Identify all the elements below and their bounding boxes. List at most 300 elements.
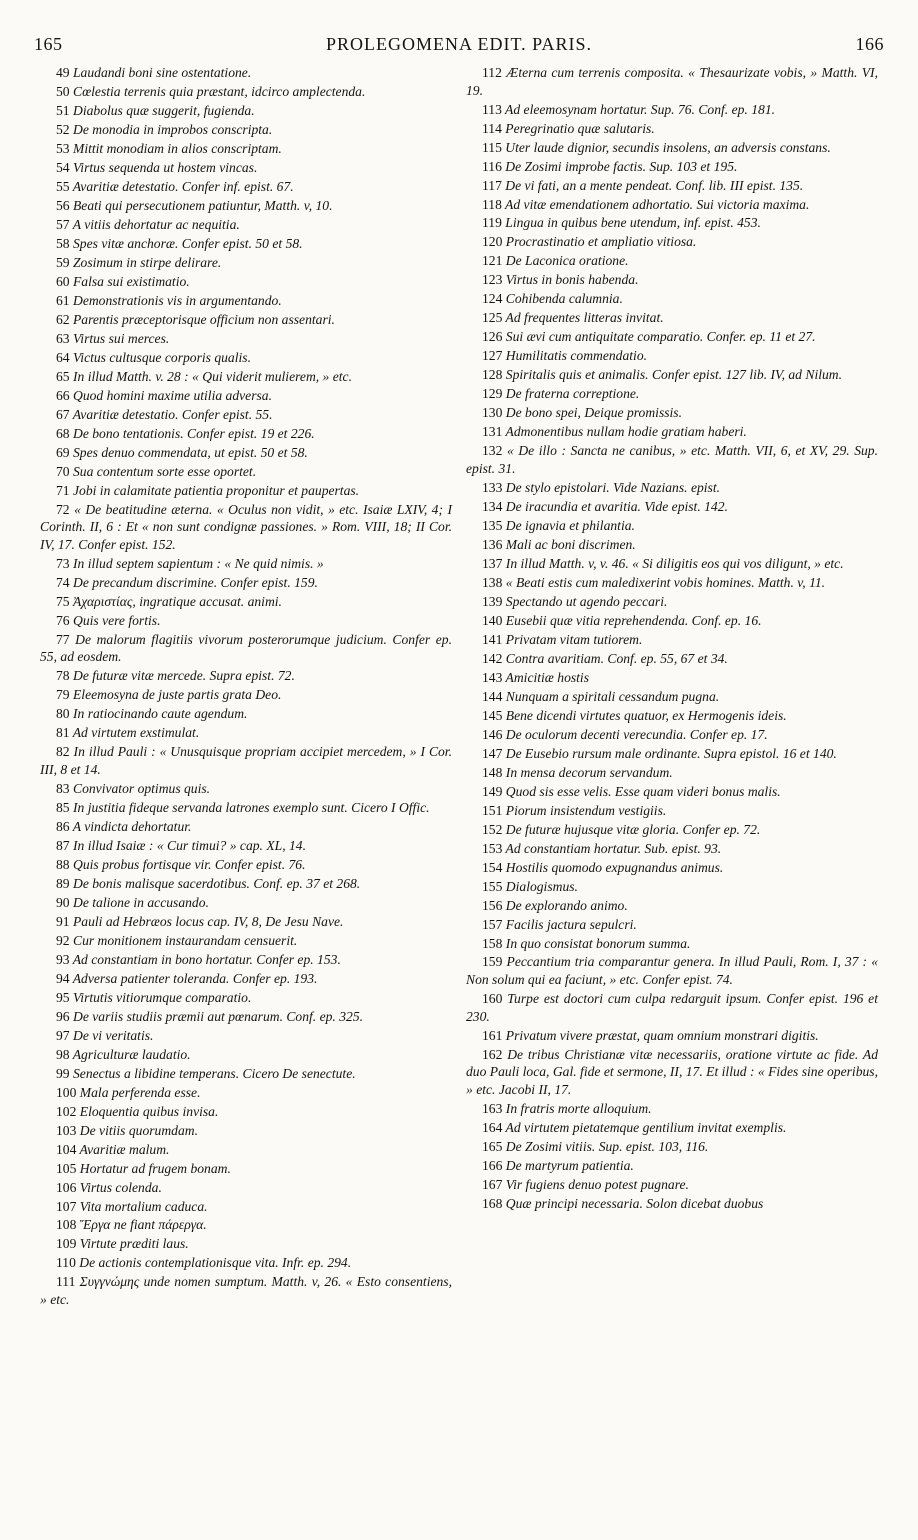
index-entry: [40, 444, 452, 462]
entry-number: 88: [56, 856, 70, 872]
entry-number: 140: [482, 612, 503, 628]
entry-number: 167: [482, 1176, 503, 1192]
index-entry: [40, 1216, 452, 1234]
index-entry: [466, 916, 878, 934]
entry-text: Ad constantiam hortatur. Sub. epist. 93.: [505, 840, 722, 856]
entry-number: 85: [56, 799, 70, 815]
index-entry: [466, 593, 878, 611]
index-entry: [40, 349, 452, 367]
index-entry: [40, 989, 452, 1007]
index-entry: [466, 1027, 878, 1045]
entry-number: 132: [482, 443, 503, 459]
index-entry: [466, 366, 878, 384]
entry-text: Ἀχαριστίας, ingratique accusat. animi.: [73, 593, 282, 609]
index-entry: [40, 425, 452, 443]
entry-text: Ad frequentes litteras invitat.: [505, 310, 664, 326]
index-entry: [40, 1160, 452, 1178]
index-entry: [466, 555, 878, 573]
index-entry: [466, 935, 878, 953]
entry-number: 99: [56, 1065, 70, 1081]
entry-number: 127: [482, 348, 503, 364]
entry-number: 56: [56, 197, 70, 213]
entry-number: 125: [482, 310, 503, 326]
index-entry: [40, 856, 452, 874]
entry-number: 78: [56, 668, 70, 684]
index-entry: [466, 859, 878, 877]
entry-number: 74: [56, 574, 70, 590]
entry-number: 131: [482, 424, 503, 440]
index-entry: [466, 612, 878, 630]
entry-text: Eleemosyna de juste partis grata Deo.: [73, 687, 282, 703]
entry-number: 111: [56, 1274, 76, 1290]
index-entry: [40, 159, 452, 177]
left-column: [40, 64, 452, 1310]
entry-number: 80: [56, 706, 70, 722]
index-entry: [466, 897, 878, 915]
index-entry: [466, 574, 878, 592]
entry-text: Cur monitionem instaurandam censuerit.: [73, 932, 298, 948]
entry-text: De fraterna correptione.: [505, 386, 640, 402]
index-entry: [466, 290, 878, 308]
entry-number: 63: [56, 330, 70, 346]
entry-number: 112: [482, 65, 502, 80]
entry-text: « De illo : Sancta ne canibus, » etc. Matth. VII, 6, et XV, 29. Sup. epist. 31.: [466, 443, 878, 476]
entry-number: 165: [482, 1138, 503, 1154]
index-entry: [40, 818, 452, 836]
index-entry: [466, 783, 878, 801]
entry-text: In mensa decorum servandum.: [505, 764, 673, 780]
entry-text: Eusebii quæ vitia reprehendenda. Conf. ep. 16.: [505, 612, 762, 628]
entry-number: 162: [482, 1046, 503, 1062]
entry-text: « De beatitudine æterna. « Oculus non vidit, » etc. Isaiæ LXIV, 4; I Corinth. II, 6 : Et « non sunt condignæ passiones. » Rom. VIII, 18; II Cor. IV, 17. Confer epist. 152.: [40, 501, 452, 552]
entry-number: 77: [56, 631, 70, 647]
running-header: [34, 34, 884, 60]
entry-text: Hortatur ad frugem bonam.: [79, 1160, 231, 1176]
entry-text: In illud septem sapientum : « Ne quid nimis. »: [73, 555, 324, 571]
entry-text: De vi veritatis.: [73, 1027, 154, 1043]
entry-text: Hostilis quomodo expugnandus animus.: [505, 859, 724, 875]
index-entry: [466, 139, 878, 157]
index-entry: [466, 1119, 878, 1137]
index-entry: [40, 254, 452, 272]
entry-number: 49: [56, 65, 70, 80]
index-entry: [466, 840, 878, 858]
entry-text: Ad constantiam in bono hortatur. Confer ep. 153.: [72, 951, 341, 967]
index-entry: [466, 745, 878, 763]
entry-number: 70: [56, 463, 70, 479]
index-entry: [40, 837, 452, 855]
entry-text: In ratiocinando caute agendum.: [73, 706, 248, 722]
entry-number: 123: [482, 272, 503, 288]
index-entry: [40, 140, 452, 158]
entry-number: 105: [56, 1160, 77, 1176]
entry-text: Lingua in quibus bene utendum, inf. epist. 453.: [505, 215, 761, 231]
entry-text: De stylo epistolari. Vide Nazians. epist.: [505, 479, 721, 495]
entry-number: 161: [482, 1027, 503, 1043]
entry-number: 158: [482, 935, 503, 951]
entry-number: 55: [56, 178, 70, 194]
entry-number: 117: [482, 177, 502, 193]
index-entry: [40, 368, 452, 386]
entry-text: Humilitatis commendatio.: [505, 348, 648, 364]
entry-number: 144: [482, 688, 503, 704]
index-entry: [40, 780, 452, 798]
entry-text: De bonis malisque sacerdotibus. Conf. ep. 37 et 268.: [73, 875, 361, 891]
entry-text: Quæ principi necessaria. Solon dicebat duobus: [505, 1195, 764, 1211]
entry-text: Quis vere fortis.: [73, 612, 161, 628]
entry-text: Cohibenda calumnia.: [505, 291, 623, 307]
index-entry: [466, 328, 878, 346]
entry-number: 145: [482, 707, 503, 723]
index-entry: [40, 951, 452, 969]
entry-text: Spectando ut agendo peccari.: [505, 593, 668, 609]
entry-text: De iracundia et avaritia. Vide epist. 142.: [505, 498, 728, 514]
entry-text: De tribus Christianæ vitæ necessariis, oratione virtute ac fide. Ad duo Pauli loca, Gal. fide et sermone, II, 17. Et illud : « Fides sine operibus, » etc. Jacobi II, 17.: [466, 1046, 878, 1097]
entry-text: Diabolus quæ suggerit, fugienda.: [73, 102, 255, 118]
entry-number: 118: [482, 196, 502, 212]
entry-number: 76: [56, 612, 70, 628]
entry-text: De variis studiis præmii aut pœnarum. Conf. ep. 325.: [73, 1008, 364, 1024]
index-entry: [40, 463, 452, 481]
entry-number: 115: [482, 139, 502, 155]
entry-text: Sua contentum sorte esse oportet.: [73, 463, 257, 479]
entry-text: In illud Matth. v, v. 46. « Si diligitis eos qui vos diligunt, » etc.: [505, 555, 844, 571]
entry-text: Eloquentia quibus invisa.: [79, 1103, 219, 1119]
entry-text: Mali ac boni discrimen.: [505, 536, 636, 552]
entry-text: Bene dicendi virtutes quatuor, ex Hermogenis ideis.: [505, 707, 787, 723]
index-entry: [466, 726, 878, 744]
entry-text: Nunquam a spiritali cessandum pugna.: [505, 688, 720, 704]
index-entry: [466, 177, 878, 195]
entry-text: Convivator optimus quis.: [73, 780, 211, 796]
entry-number: 108: [56, 1217, 77, 1233]
entry-text: Spiritalis quis et animalis. Confer epist. 127 lib. IV, ad Nilum.: [505, 367, 843, 383]
entry-number: 141: [482, 631, 503, 647]
entry-number: 156: [482, 897, 503, 913]
entry-text: A vindicta dehortatur.: [72, 818, 192, 834]
entry-number: 114: [482, 120, 502, 136]
entry-number: 87: [56, 837, 70, 853]
index-entry: [466, 1100, 878, 1118]
index-entry: [40, 1027, 452, 1045]
index-entry: [466, 990, 878, 1025]
entry-text: De Zosimi improbe factis. Sup. 103 et 195.: [505, 158, 738, 174]
entry-text: In illud Isaiæ : « Cur timui? » cap. XL, 14.: [73, 837, 306, 853]
entry-text: A vitiis dehortatur ac nequitia.: [72, 216, 240, 232]
entry-text: Peregrinatio quæ salutaris.: [505, 120, 655, 136]
entry-text: Virtus sui merces.: [73, 330, 170, 346]
entry-text: Vir fugiens denuo potest pugnare.: [505, 1176, 689, 1192]
entry-number: 72: [56, 501, 70, 517]
entry-text: De bono spei, Deique promissis.: [505, 405, 682, 421]
entry-number: 67: [56, 406, 70, 422]
entry-number: 86: [56, 818, 70, 834]
entry-number: 73: [56, 555, 70, 571]
entry-text: De bono tentationis. Confer epist. 19 et 226.: [73, 425, 315, 441]
entry-text: De malorum flagitiis vivorum posterorumque judicium. Confer ep. 55, ad eosdem.: [40, 631, 452, 665]
entry-number: 155: [482, 878, 503, 894]
right-column: [466, 64, 878, 1214]
entry-number: 104: [56, 1141, 77, 1157]
entry-number: 81: [56, 725, 70, 741]
index-entry: [40, 1122, 452, 1140]
index-entry: [466, 821, 878, 839]
index-entry: [466, 1157, 878, 1175]
entry-number: 113: [482, 101, 502, 117]
entry-number: 64: [56, 349, 70, 365]
entry-number: 135: [482, 517, 503, 533]
entry-number: 143: [482, 669, 503, 685]
entry-number: 58: [56, 235, 70, 251]
entry-text: In justitia fideque servanda latrones exemplo sunt. Cicero I Offic.: [73, 799, 430, 815]
entry-text: De precandum discrimine. Confer epist. 159.: [73, 574, 318, 590]
entry-number: 159: [482, 954, 503, 970]
index-entry: [466, 764, 878, 782]
entry-text: In quo consistat bonorum summa.: [505, 935, 691, 951]
entry-text: Amicitiæ hostis: [505, 669, 590, 685]
entry-number: 75: [56, 593, 70, 609]
entry-number: 103: [56, 1122, 77, 1138]
entry-text: De ignavia et philantia.: [505, 517, 635, 533]
entry-number: 121: [482, 253, 503, 269]
entry-number: 110: [56, 1255, 76, 1271]
entry-text: Demonstrationis vis in argumentando.: [73, 292, 282, 308]
index-entry: [466, 214, 878, 232]
index-entry: [466, 423, 878, 441]
entry-text: Uter laude dignior, secundis insolens, an adversis constans.: [505, 139, 831, 155]
entry-number: 153: [482, 840, 503, 856]
index-entry: [466, 385, 878, 403]
index-entry: [466, 404, 878, 422]
index-entry: [40, 482, 452, 500]
entry-number: 139: [482, 593, 503, 609]
entry-text: Agriculturæ laudatio.: [72, 1046, 191, 1062]
page-number-right: 166: [855, 34, 884, 54]
index-entry: [466, 233, 878, 251]
entry-number: 107: [56, 1198, 77, 1214]
index-entry: [40, 235, 452, 253]
entry-text: Ad vitæ emendationem adhortatio. Sui victoria maxima.: [505, 196, 810, 212]
index-entry: [466, 669, 878, 687]
entry-number: 129: [482, 386, 503, 402]
index-entry: [40, 894, 452, 912]
entry-text: Virtus colenda.: [79, 1179, 162, 1195]
index-entry: [466, 802, 878, 820]
index-entry: [40, 197, 452, 215]
entry-text: Æterna cum terrenis composita. « Thesaurizate vobis, » Matth. VI, 19.: [466, 65, 878, 98]
index-entry: [40, 406, 452, 424]
entry-number: 151: [482, 802, 503, 818]
index-entry: [40, 330, 452, 348]
entry-text: De vi fati, an a mente pendeat. Conf. lib. III epist. 135.: [505, 177, 804, 193]
entry-number: 116: [482, 158, 502, 174]
entry-text: Facilis jactura sepulcri.: [505, 916, 637, 932]
entry-text: Piorum insistendum vestigiis.: [505, 802, 667, 818]
index-entry: [40, 667, 452, 685]
entry-number: 148: [482, 764, 503, 780]
index-entry: [40, 387, 452, 405]
index-entry: [466, 878, 878, 896]
entry-number: 57: [56, 216, 70, 232]
entry-number: 124: [482, 291, 503, 307]
index-entry: [40, 724, 452, 742]
entry-text: Quis probus fortisque vir. Confer epist. 76.: [73, 856, 306, 872]
entry-number: 164: [482, 1119, 503, 1135]
index-entry: [40, 83, 452, 101]
entry-text: Laudandi boni sine ostentatione.: [73, 65, 252, 80]
entry-text: Turpe est doctori cum culpa redarguit ipsum. Confer epist. 196 et 230.: [466, 991, 878, 1024]
index-entry: [40, 1235, 452, 1253]
entry-text: De Eusebio rursum male ordinante. Supra epistol. 16 et 140.: [505, 745, 837, 761]
entry-number: 146: [482, 726, 503, 742]
entry-number: 100: [56, 1084, 77, 1100]
entry-number: 142: [482, 650, 503, 666]
index-entry: [40, 1008, 452, 1026]
entry-number: 128: [482, 367, 503, 383]
entry-number: 133: [482, 479, 503, 495]
entry-number: 51: [56, 102, 70, 118]
entry-text: In illud Matth. v. 28 : « Qui viderit mulierem, » etc.: [73, 368, 352, 384]
entry-text: Parentis præceptorisque officium non assentari.: [73, 311, 335, 327]
entry-text: Virtutis vitiorumque comparatio.: [73, 989, 252, 1005]
entry-number: 89: [56, 875, 70, 891]
entry-number: 52: [56, 121, 70, 137]
entry-number: 98: [56, 1046, 70, 1062]
index-entry: [40, 292, 452, 310]
entry-text: Mittit monodiam in alios conscriptam.: [73, 140, 282, 156]
index-entry: [466, 1046, 878, 1099]
entry-number: 152: [482, 821, 503, 837]
index-entry: [40, 799, 452, 817]
index-entry: [40, 102, 452, 120]
index-entry: [40, 1084, 452, 1102]
index-entry: [40, 913, 452, 931]
entry-number: 59: [56, 254, 70, 270]
entry-text: Jobi in calamitate patientia proponitur et paupertas.: [73, 482, 360, 498]
index-entry: [40, 1046, 452, 1064]
running-title: PROLEGOMENA EDIT. PARIS.: [325, 34, 593, 54]
entry-number: 154: [482, 859, 503, 875]
index-entry: [40, 743, 452, 778]
entry-text: Ad eleemosynam hortatur. Sup. 76. Conf. ep. 181.: [505, 101, 776, 117]
entry-number: 95: [56, 989, 70, 1005]
index-entry: [40, 875, 452, 893]
entry-text: Ad virtutem exstimulat.: [72, 725, 200, 741]
entry-number: 106: [56, 1179, 77, 1195]
index-entry: [466, 1195, 878, 1213]
index-entry: [40, 686, 452, 704]
entry-text: Cœlestia terrenis quia præstant, idcirco amplectenda.: [73, 83, 366, 99]
entry-number: 94: [56, 970, 70, 986]
index-entry: [466, 479, 878, 497]
entry-number: 96: [56, 1008, 70, 1024]
entry-text: Procrastinatio et ampliatio vitiosa.: [505, 234, 697, 250]
entry-text: Privatam vitam tutiorem.: [505, 631, 643, 647]
entry-number: 50: [56, 83, 70, 99]
entry-text: Peccantium tria comparantur genera. In illud Pauli, Rom. I, 37 : « Non solum qui ea faciunt, » etc. Confer epist. 74.: [466, 954, 878, 988]
index-entry: [40, 1254, 452, 1272]
index-entry: [40, 555, 452, 573]
entry-text: Spes denuo commendata, ut epist. 50 et 58.: [73, 444, 308, 460]
entry-number: 62: [56, 311, 70, 327]
index-entry: [466, 688, 878, 706]
index-entry: [40, 705, 452, 723]
entry-number: 147: [482, 745, 503, 761]
entry-text: Falsa sui existimatio.: [73, 273, 190, 289]
entry-text: Virtus sequenda ut hostem vincas.: [73, 159, 258, 175]
entry-text: In illud Pauli : « Unusquisque propriam accipiet mercedem, » I Cor. III, 8 et 14.: [40, 744, 452, 777]
index-entry: [466, 442, 878, 477]
index-entry: [40, 501, 452, 554]
entry-text: Spes vitæ anchoræ. Confer epist. 50 et 58.: [73, 235, 303, 251]
entry-number: 92: [56, 932, 70, 948]
entry-number: 163: [482, 1100, 503, 1116]
index-entry: [40, 612, 452, 630]
entry-number: 65: [56, 368, 70, 384]
entry-number: 54: [56, 159, 70, 175]
index-entry: [40, 1065, 452, 1083]
entry-number: 71: [56, 482, 70, 498]
index-entry: [466, 631, 878, 649]
entry-text: Vita mortalium caduca.: [79, 1198, 208, 1214]
entry-text: Quod homini maxime utilia adversa.: [73, 387, 272, 403]
index-entry: [466, 309, 878, 327]
index-entry: [40, 311, 452, 329]
index-entry: [40, 1179, 452, 1197]
index-entry: [40, 1273, 452, 1308]
index-entry: [466, 101, 878, 119]
index-entry: [466, 64, 878, 99]
entry-text: De martyrum patientia.: [505, 1157, 634, 1173]
index-entry: [466, 1138, 878, 1156]
entry-text: De Laconica oratione.: [505, 253, 629, 269]
entry-text: De futuræ vitæ mercede. Supra epist. 72.: [73, 668, 295, 684]
entry-number: 149: [482, 783, 503, 799]
entry-text: Admonentibus nullam hodie gratiam haberi.: [505, 424, 747, 440]
index-entry: [40, 178, 452, 196]
index-entry: [40, 593, 452, 611]
index-entry: [40, 273, 452, 291]
entry-text: In fratris morte alloquium.: [505, 1100, 652, 1116]
index-entry: [40, 1103, 452, 1121]
entry-number: 53: [56, 140, 70, 156]
entry-number: 90: [56, 894, 70, 910]
entry-number: 160: [482, 991, 503, 1007]
entry-number: 119: [482, 215, 502, 231]
entry-text: Ad virtutem pietatemque gentilium invitat exemplis.: [505, 1119, 787, 1135]
entry-number: 91: [56, 913, 70, 929]
index-entry: [466, 650, 878, 668]
index-entry: [466, 517, 878, 535]
entry-number: 138: [482, 574, 503, 590]
entry-number: 137: [482, 555, 503, 571]
entry-number: 97: [56, 1027, 70, 1043]
index-entry: [40, 64, 452, 82]
entry-text: Avaritiæ malum.: [79, 1141, 170, 1157]
entry-number: 68: [56, 425, 70, 441]
entry-text: Beati qui persecutionem patiuntur, Matth. v, 10.: [73, 197, 333, 213]
index-entry: [40, 1141, 452, 1159]
entry-text: De futuræ hujusque vitæ gloria. Confer ep. 72.: [505, 821, 761, 837]
entry-text: De oculorum decenti verecundia. Confer ep. 17.: [505, 726, 768, 742]
entry-number: 102: [56, 1103, 77, 1119]
entry-text: Dialogismus.: [505, 878, 578, 894]
index-entry: [40, 970, 452, 988]
entry-number: 126: [482, 329, 503, 345]
entry-text: De Zosimi vitiis. Sup. epist. 103, 116.: [505, 1138, 709, 1154]
index-entry: [466, 707, 878, 725]
index-entry: [466, 953, 878, 988]
